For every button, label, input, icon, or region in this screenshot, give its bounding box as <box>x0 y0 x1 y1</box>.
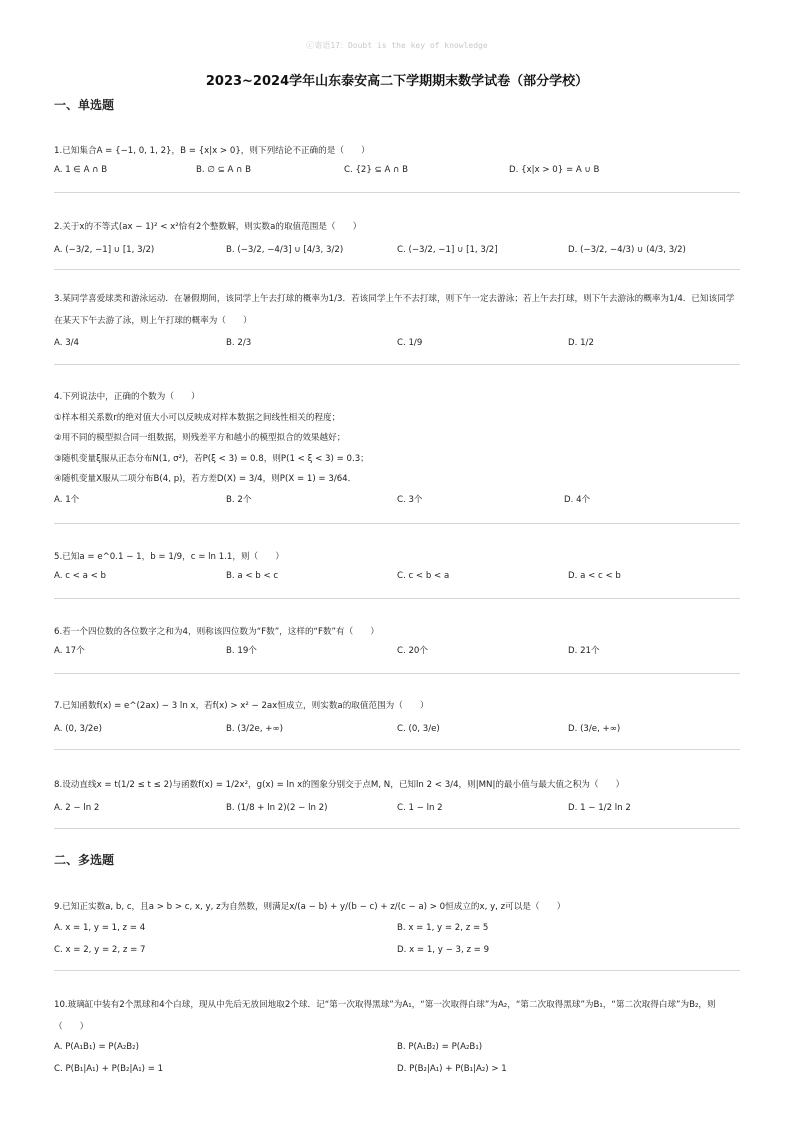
option-c[interactable]: C. 1/9 <box>397 338 423 348</box>
options-row <box>54 241 740 267</box>
divider <box>54 269 740 270</box>
question-stem: 10.玻璃缸中装有2个黑球和4个白球，现从中先后无放回地取2个球．记“第一次取得黑球”为A₁，“第一次取得白球”为A₂，“第二次取得黑球”为B₁，“第二次取得白球”为B₂，则（ ） <box>54 1000 716 1032</box>
option-c[interactable]: C. x = 2, y = 2, z = 7 <box>54 945 146 956</box>
question-3 <box>54 288 740 362</box>
option-b[interactable]: B. a < b < c <box>226 571 279 582</box>
option-b[interactable]: B. 2个 <box>226 494 252 505</box>
option-b[interactable]: B. (3/2e, +∞) <box>226 724 284 735</box>
question-5 <box>54 552 740 589</box>
option-d[interactable]: D. 1 − 1/2 ln 2 <box>568 803 631 814</box>
question-stem: 2.关于x的不等式(ax − 1)² < x²恰有2个整数解，则实数a的取值范围是（ ） <box>54 222 362 232</box>
question-8 <box>54 780 740 825</box>
option-d[interactable]: D. (3/e, +∞) <box>568 724 621 735</box>
option-d[interactable]: D. x = 1, y − 3, z = 9 <box>397 945 490 956</box>
options-row <box>54 571 740 589</box>
question-stem: 3.某同学喜爱球类和游泳运动．在暑假期间，该同学上午去打球的概率为1/3．若该同学上午不去打球，则下午一定去游泳；若上午去打球，则下午去游泳的概率为1/4．已知该同学在某天下午去游了泳，则上午打球的概率为（ ） <box>54 294 735 326</box>
option-d[interactable]: D. 4个 <box>564 494 591 505</box>
option-c[interactable]: C. {2} ⊆ A ∩ B <box>344 165 409 176</box>
question-9 <box>54 902 740 963</box>
option-c[interactable]: C. 1 − ln 2 <box>397 803 443 814</box>
options-row <box>54 165 740 183</box>
option-a[interactable]: A. P(A₁B₁) = P(A₂B₂) <box>54 1042 139 1052</box>
question-stem: 8.设动直线x = t(1/2 ≤ t ≤ 2)与函数f(x) = 1/2x²，g(x) = ln x的图象分别交于点M, N，已知ln 2 < 3/4，则|MN|的最小值与最大值之积为（ ） <box>54 780 625 790</box>
question-2 <box>54 222 740 267</box>
page-title: 2023~2024学年山东泰安高二下学期期末数学试卷（部分学校） <box>205 74 589 89</box>
question-stem: 7.已知函数f(x) = e^(2ax) − 3 ln x，若f(x) > x² − 2ax恒成立，则实数a的取值范围为（ ） <box>54 701 429 711</box>
question-1 <box>54 146 740 183</box>
option-a[interactable]: A. 2 − ln 2 <box>54 803 100 814</box>
statement-2: ②用不同的模型拟合同一组数据，则残差平方和越小的模型拟合的效果越好； <box>54 433 346 444</box>
option-c[interactable]: C. c < b < a <box>397 571 450 582</box>
divider <box>54 970 740 971</box>
question-6 <box>54 627 740 664</box>
option-d[interactable]: D. P(B₂|A₁) + P(B₁|A₂) > 1 <box>397 1064 507 1074</box>
option-c[interactable]: C. (0, 3/e) <box>397 724 440 735</box>
question-stem: 6.若一个四位数的各位数字之和为4，则称该四位数为“F数”，这样的“F数”有（ ） <box>54 627 379 637</box>
question-10 <box>54 994 740 1082</box>
option-b[interactable]: B. (1/8 + ln 2)(2 − ln 2) <box>226 803 328 814</box>
statement-1: ①样本相关系数r的绝对值大小可以反映成对样本数据之间线性相关的程度； <box>54 413 341 424</box>
divider <box>54 828 740 829</box>
option-d[interactable]: D. 21个 <box>568 646 600 657</box>
question-stem: 1.已知集合A = {−1, 0, 1, 2}，B = {x|x > 0}，则下列结论不正确的是（ ） <box>54 146 370 156</box>
option-a[interactable]: A. 17个 <box>54 646 85 657</box>
question-stem: 9.已知正实数a, b, c，且a > b > c, x, y, z为自然数，则满足x/(a − b) + y/(b − c) + z/(c − a) > 0恒成立的x, y, z可以是（ ） <box>54 902 566 912</box>
watermark: ⓒ寄语17：Doubt is the key of knowledge <box>306 41 488 50</box>
options-row-2 <box>54 945 740 963</box>
option-b[interactable]: B. x = 1, y = 2, z = 5 <box>397 923 489 934</box>
option-b[interactable]: B. 2/3 <box>226 338 252 348</box>
option-b[interactable]: B. 19个 <box>226 646 257 657</box>
question-4 <box>54 392 740 513</box>
option-a[interactable]: A. x = 1, y = 1, z = 4 <box>54 923 146 934</box>
divider <box>54 523 740 524</box>
option-b[interactable]: B. ∅ ⊆ A ∩ B <box>196 165 252 176</box>
option-c[interactable]: C. 3个 <box>397 494 423 505</box>
divider <box>54 749 740 750</box>
statement-3: ③随机变量ξ服从正态分布N(1, σ²)，若P(ξ < 3) = 0.8，则P(1 < ξ < 3) = 0.3； <box>54 453 369 464</box>
option-a[interactable]: A. (0, 3/2e) <box>54 724 102 735</box>
options-row <box>54 799 740 825</box>
section-heading-multi-choice: 二、多选题 <box>54 853 115 867</box>
options-row <box>54 336 740 362</box>
divider <box>54 364 740 365</box>
option-d[interactable]: D. (−3/2, −4/3) ∪ (4/3, 3/2) <box>568 245 686 256</box>
option-a[interactable]: A. c < a < b <box>54 571 106 582</box>
option-c[interactable]: C. 20个 <box>397 646 428 657</box>
divider <box>54 673 740 674</box>
option-d[interactable]: D. a < c < b <box>568 571 621 582</box>
options-row <box>54 646 740 664</box>
option-a[interactable]: A. (−3/2, −1] ∪ [1, 3/2) <box>54 245 155 256</box>
option-a[interactable]: A. 3/4 <box>54 338 80 348</box>
option-c[interactable]: C. (−3/2, −1] ∪ [1, 3/2] <box>397 245 498 256</box>
option-b[interactable]: B. (−3/2, −4/3] ∪ [4/3, 3/2) <box>226 245 344 256</box>
statement-4: ④随机变量X服从二项分布B(4, p)，若方差D(X) = 3/4，则P(X = 1) = 3/64． <box>54 473 357 484</box>
question-stem: 5.已知a = e^0.1 − 1，b = 1/9，c = ln 1.1，则（ ） <box>54 552 284 562</box>
options-row <box>54 720 740 746</box>
options-row-1 <box>54 923 740 941</box>
option-d[interactable]: D. 1/2 <box>568 338 594 348</box>
question-stem: 4.下列说法中，正确的个数为（ ） <box>54 392 200 402</box>
option-d[interactable]: D. {x|x > 0} = A ∪ B <box>509 165 600 176</box>
option-c[interactable]: C. P(B₁|A₁) + P(B₂|A₁) = 1 <box>54 1064 164 1074</box>
option-a[interactable]: A. 1个 <box>54 494 80 505</box>
divider <box>54 598 740 599</box>
options-row <box>54 495 740 513</box>
option-b[interactable]: B. P(A₁B₂) = P(A₂B₁) <box>397 1042 483 1052</box>
divider <box>54 192 740 193</box>
options-row-2 <box>54 1064 740 1082</box>
options-row-1 <box>54 1042 740 1060</box>
section-heading-single-choice: 一、单选题 <box>54 98 115 112</box>
option-a[interactable]: A. 1 ∈ A ∩ B <box>54 165 108 176</box>
question-7 <box>54 701 740 746</box>
